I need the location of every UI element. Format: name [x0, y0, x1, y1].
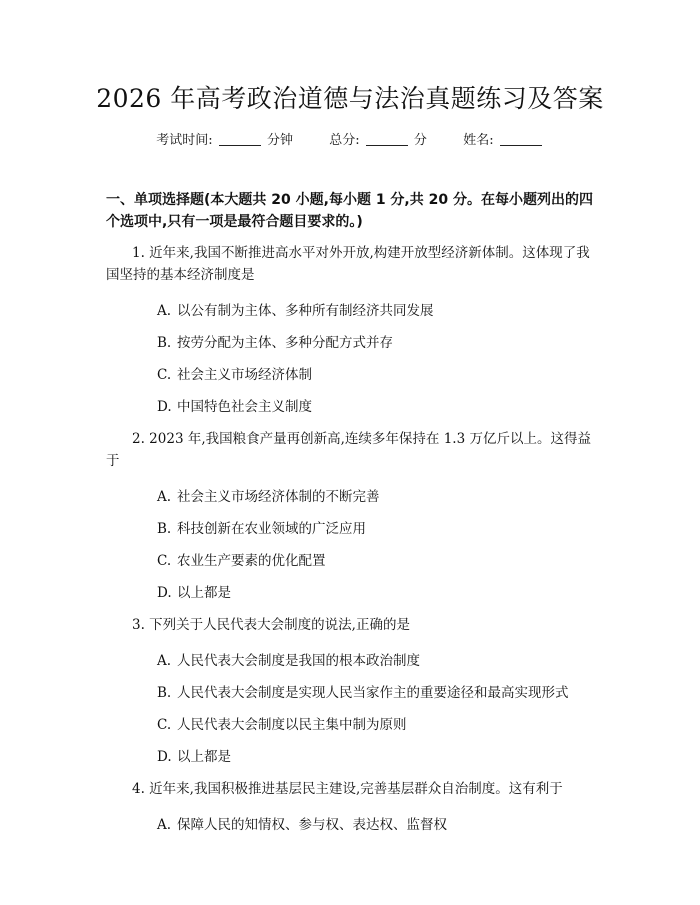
time-blank: [219, 131, 261, 146]
score-unit: 分: [413, 133, 427, 148]
name-blank: [500, 131, 542, 146]
option-b: B. 科技创新在农业领域的广泛应用: [157, 521, 366, 537]
question-2: [106, 428, 600, 604]
option-b: B. 按劳分配为主体、多种分配方式并存: [157, 335, 393, 351]
question-3: [106, 614, 600, 768]
exam-meta-line: [0, 131, 700, 151]
question-stem: 2. 2023 年,我国粮食产量再创新高,连续多年保持在 1.3 万亿斤以上。这得益于: [106, 431, 591, 469]
option-c: C. 农业生产要素的优化配置: [157, 553, 326, 569]
question-stem: 3. 下列关于人民代表大会制度的说法,正确的是: [132, 617, 410, 633]
time-label: 考试时间:: [156, 133, 213, 148]
option-d: D. 中国特色社会主义制度: [157, 399, 312, 415]
section-heading: 一、单项选择题(本大题共 20 小题,每小题 1 分,共 20 分。在每小题列出的四个选项中,只有一项是最符合题目要求的。): [106, 192, 593, 230]
option-a: A. 保障人民的知情权、参与权、表达权、监督权: [157, 817, 447, 833]
option-d: D. 以上都是: [157, 585, 231, 601]
score-blank: [366, 131, 408, 146]
time-unit: 分钟: [266, 133, 293, 148]
option-b: B. 人民代表大会制度是实现人民当家作主的重要途径和最高实现形式: [157, 685, 569, 701]
option-c: C. 社会主义市场经济体制: [157, 367, 312, 383]
question-stem: 4. 近年来,我国积极推进基层民主建设,完善基层群众自治制度。这有利于: [132, 781, 563, 797]
name-label: 姓名:: [463, 133, 494, 148]
question-list: [106, 242, 600, 846]
option-d: D. 以上都是: [157, 749, 231, 765]
option-c: C. 人民代表大会制度以民主集中制为原则: [157, 717, 407, 733]
question-1: [106, 242, 600, 418]
option-a: A. 人民代表大会制度是我国的根本政治制度: [157, 653, 420, 669]
option-a: A. 以公有制为主体、多种所有制经济共同发展: [157, 303, 434, 319]
option-a: A. 社会主义市场经济体制的不断完善: [157, 489, 380, 505]
question-4: [106, 778, 600, 836]
question-stem: 1. 近年来,我国不断推进高水平对外开放,构建开放型经济新体制。这体现了我国坚持的基本经济制度是: [106, 245, 590, 283]
score-label: 总分:: [329, 133, 360, 148]
page-title: 2026 年高考政治道德与法治真题练习及答案: [96, 84, 604, 113]
